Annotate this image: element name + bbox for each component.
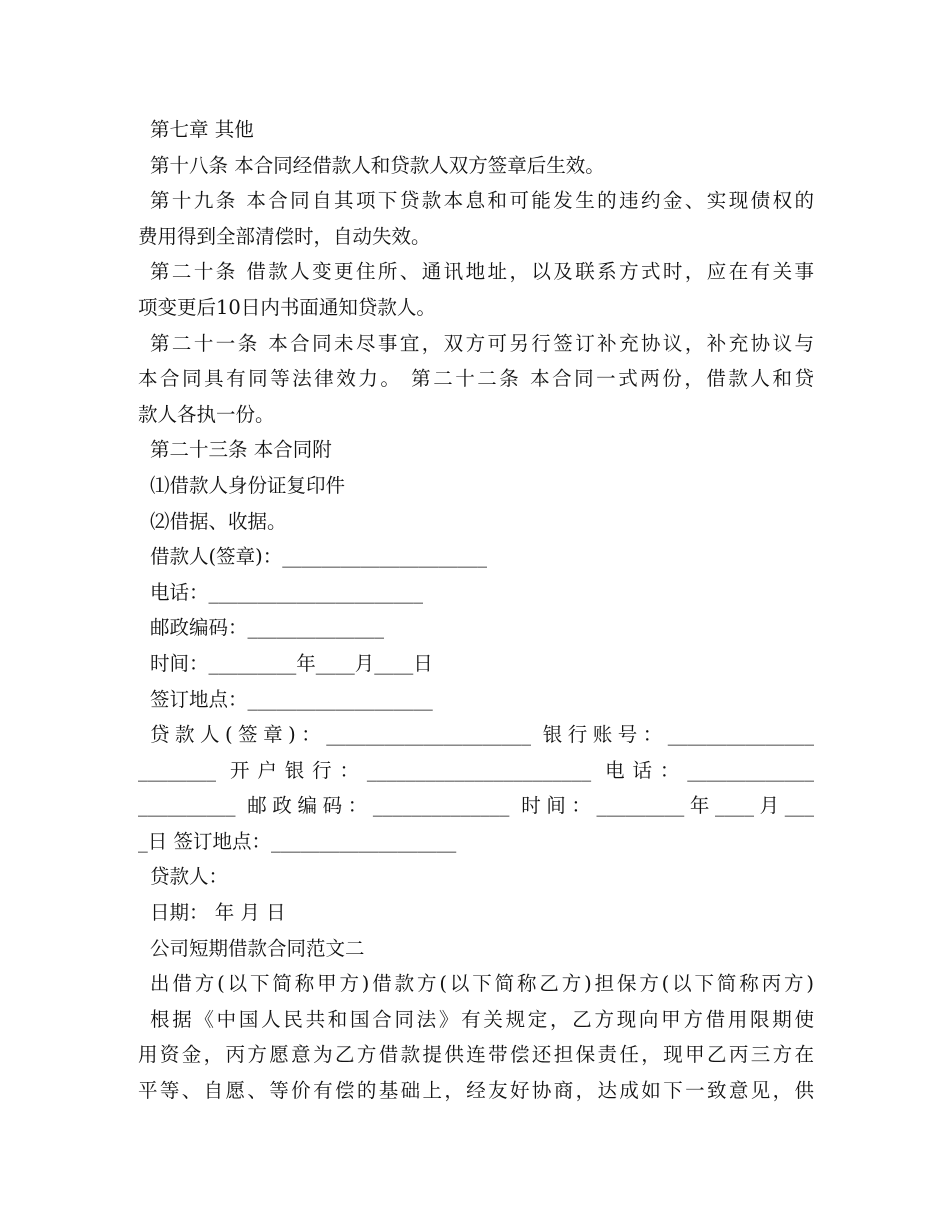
chapter-heading: 第七章 其他 xyxy=(150,118,254,141)
article-20-line-1: 第二十条 借款人变更住所、通讯地址，以及联系方式时，应在有关事 xyxy=(150,260,814,284)
borrower-postcode-field: 邮政编码：______________ xyxy=(150,616,385,640)
lender-label: 贷款人： xyxy=(150,865,229,889)
lender-place-field: _日 签订地点：___________________ xyxy=(138,829,457,853)
preamble-line-1: 根据《中国人民共和国合同法》有关规定，乙方现向甲方借用限期使 xyxy=(150,1007,814,1031)
preamble-line-3: 平等、自愿、等价有偿的基础上，经友好协商，达成如下一致意见，供 xyxy=(138,1079,814,1103)
preamble-line-2: 用资金，丙方愿意为乙方借款提供连带偿还担保责任，现甲乙丙三方在 xyxy=(138,1043,814,1067)
lender-postcode-date-field: __________ 邮政编码：______________ 时间：_________年____月___ xyxy=(138,794,814,818)
attachment-1: ⑴借款人身份证复印件 xyxy=(150,473,346,497)
article-18: 第十八条 本合同经借款人和贷款人双方签章后生效。 xyxy=(150,153,605,177)
article-22-line-2: 款人各执一份。 xyxy=(138,402,275,426)
article-23: 第二十三条 本合同附 xyxy=(150,438,332,462)
borrower-date-field: 时间：_________年____月____日 xyxy=(150,651,433,675)
article-21-22-line: 本合同具有同等法律效力。 第二十二条 本合同一式两份，借款人和贷 xyxy=(138,367,814,391)
borrower-signature-field: 借款人(签章)：_____________________ xyxy=(150,545,487,569)
article-19-line-1: 第十九条 本合同自其项下贷款本息和可能发生的违约金、实现债权的 xyxy=(150,189,814,213)
lender-bank-field: ________ 开户银行：_______________________ 电话：_____________ xyxy=(138,758,814,782)
document-page xyxy=(138,112,814,1109)
borrower-phone-field: 电话：______________________ xyxy=(150,580,424,604)
article-21-line-1: 第二十一条 本合同未尽事宜，双方可另行签订补充协议，补充协议与 xyxy=(150,331,814,355)
attachment-2: ⑵借据、收据。 xyxy=(150,509,287,533)
article-19-line-2: 费用得到全部清偿时，自动失效。 xyxy=(138,224,431,248)
article-20-line-2: 项变更后10日内书面通知贷款人。 xyxy=(138,295,436,319)
borrower-place-field: 签订地点：___________________ xyxy=(150,687,433,711)
lender-signature-field: 贷款人(签章)：_____________________ 银行账号：_______________ xyxy=(150,723,814,747)
date-label: 日期： 年 月 日 xyxy=(150,901,286,925)
section-title: 公司短期借款合同范文二 xyxy=(150,936,365,960)
parties-line: 出借方(以下简称甲方)借款方(以下简称乙方)担保方(以下简称丙方) xyxy=(150,972,814,996)
